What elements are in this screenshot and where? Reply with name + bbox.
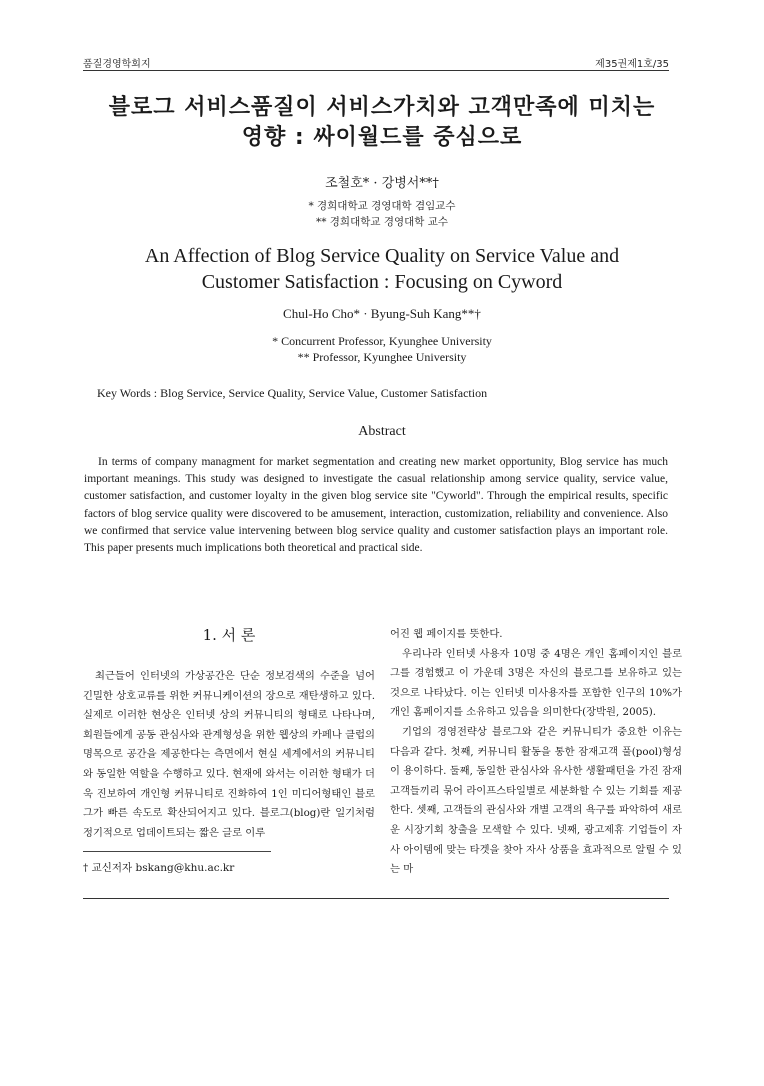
footnote-rule	[83, 851, 271, 852]
volume-page: 제35권제1호/35	[595, 59, 669, 70]
korean-title	[60, 93, 704, 153]
abstract-body: In terms of company managment for market segmentation and creating new market opportunity, Blog service has much important meanings. This study was designed to investigate the casual relationship among service quality, service value, customer satisfaction, and customer loyalty in the given blog service site "Cyworld". Through the empirical results, specific factors of blog service quality were discovered to be amusement, interaction, customization, reliability and convenience. Also we confirmed that service value intervening between blog service quality and customer satisfaction plays an important role. This paper presents much implications both theoretical and practical side.	[84, 456, 668, 555]
korean-affiliation-1: * 경희대학교 경영대학 겸임교수	[308, 200, 456, 212]
korean-affiliation-2: ** 경희대학교 경영대학 교수	[315, 216, 449, 228]
intro-paragraph-2: 우리나라 인터넷 사용자 10명 중 4명은 개인 홈페이지인 블로그를 경험했고 이 가운데 3명은 자신의 블로그를 보유하고 있는 것으로 나타났다. 이는 인터넷 미사용자를 포함한 인구의 10%가 개인 홈페이지를 소유하고 있음을 의미한다(장박원, 2005).	[390, 647, 682, 719]
intro-paragraph-1: 최근들어 인터넷의 가상공간은 단순 정보검색의 수준을 넘어 긴밀한 상호교류를 위한 커뮤니케이션의 장으로 재탄생하고 있다. 실제로 이러한 현상은 인터넷 상의 커뮤니티의 형태로 나타나며, 회원들에게 공동 관심사와 관계형성을 위한 웹상의 카페나 클럽의 명목으로 공간을 제공한다는 측면에서 현실 세계에서의 커뮤니티와 동일한 역할을 수행하고 있다. 현재에 와서는 이러한 형태가 더욱 진보하여 개인형 커뮤니티로 진화하여 1인 미디어형태인 블로그가 빠른 속도로 확산되어지고 있다. 블로그(blog)란 일기처럼 정기적으로 업데이트되는 짧은 글로 이루	[83, 670, 375, 839]
intro-continuation: 어진 웹 페이지를 뜻한다.	[390, 628, 503, 640]
section-heading: 1. 서 론	[202, 626, 256, 644]
english-affiliation-1: * Concurrent Professor, Kyunghee University	[272, 334, 492, 348]
korean-authors: 조철호* · 강병서**†	[325, 176, 439, 191]
korean-title-line1: 블로그 서비스품질이 서비스가치와 고객만족에 미치는	[108, 95, 656, 120]
left-column	[83, 625, 375, 843]
right-column	[390, 625, 682, 880]
intro-paragraph-3: 기업의 경영전략상 블로그와 같은 커뮤니티가 중요한 이유는 다음과 같다. 첫째, 커뮤니티 활동을 통한 잠재고객 풀(pool)형성이 용이하다. 둘째, 동일한 관심사와 유사한 생활패턴을 가진 잠재고객들끼리 묶어 라이프스타일별로 세분화할 수 있는 기회를 제공한다. 셋째, 고객들의 관심사와 개별 고객의 욕구를 파악하여 새로운 시장기회 창출을 모색할 수 있다. 넷째, 광고제휴 기업들이 자사 아이템에 맞는 타겟을 찾아 자사 상품을 효과적으로 알릴 수 있는 마	[390, 725, 682, 876]
keywords: Key Words : Blog Service, Service Quality, Service Value, Customer Satisfaction	[97, 386, 488, 400]
korean-title-line2: 영향 : 싸이월드를 중심으로	[241, 125, 523, 150]
bottom-rule	[83, 898, 669, 899]
english-title-line2: Customer Satisfaction : Focusing on Cyword	[201, 271, 563, 293]
english-title-line1: An Affection of Blog Service Quality on Service Value and	[144, 245, 620, 267]
journal-name: 품질경영학회지	[83, 59, 151, 70]
abstract-heading: Abstract	[358, 424, 406, 439]
english-authors: Chul-Ho Cho* · Byung-Suh Kang**†	[283, 306, 481, 321]
english-affiliation-2: ** Professor, Kyunghee University	[297, 350, 467, 364]
english-title	[60, 243, 704, 295]
footnote: † 교신저자 bskang@khu.ac.kr	[83, 862, 235, 874]
header-rule	[83, 70, 669, 71]
